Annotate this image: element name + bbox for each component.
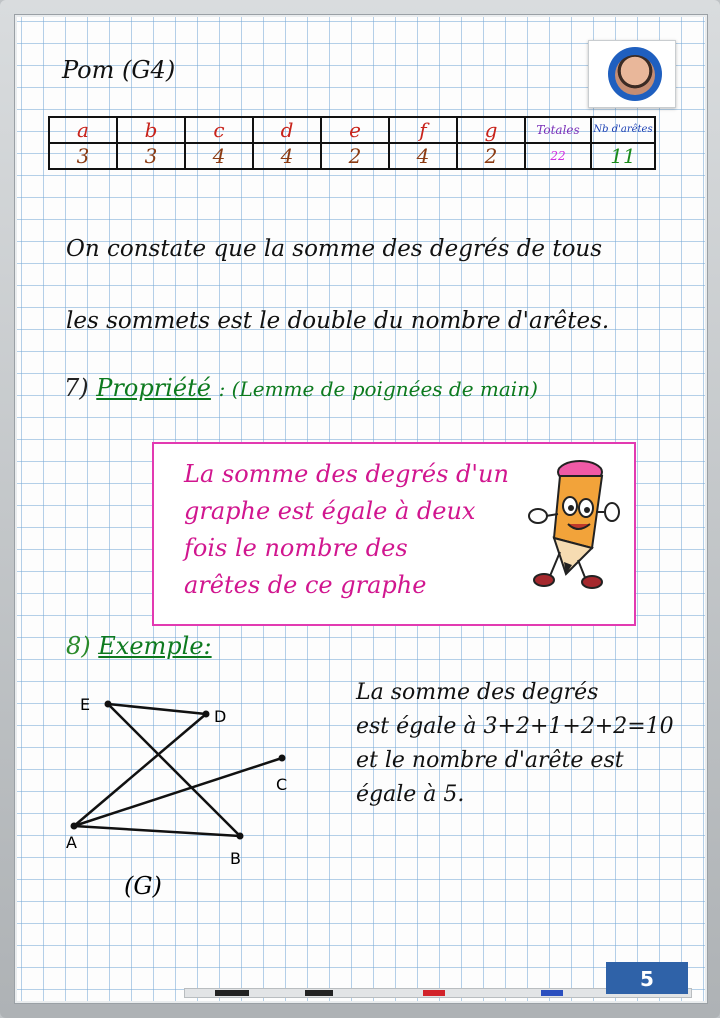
table-cell: f: [389, 117, 457, 143]
marker-black: [215, 990, 249, 996]
vertex-label: D: [214, 707, 227, 726]
example-heading: [66, 632, 212, 660]
table-cell: 2: [457, 143, 525, 169]
table-cell: Totales: [525, 117, 591, 143]
graph-diagram: [50, 690, 310, 920]
table-cell: e: [321, 117, 389, 143]
avatar: [615, 55, 655, 95]
marker-red: [423, 990, 445, 996]
vertex-label: A: [66, 833, 77, 852]
section-label: Propriété: [96, 374, 211, 402]
graph-vertex: [279, 755, 286, 762]
degree-table: [48, 116, 656, 170]
table-cell: 3: [49, 143, 117, 169]
explanation-line: La somme des degrés: [356, 680, 599, 705]
table-cell: a: [49, 117, 117, 143]
section-subtitle: : (Lemme de poignées de main): [218, 377, 538, 401]
graph-edge: [74, 826, 240, 836]
observation-line: les sommets est le double du nombre d'arêtes.: [66, 308, 610, 334]
theorem-line: arêtes de ce graphe: [184, 571, 427, 599]
table-cell: 22: [525, 143, 591, 169]
table-cell: d: [253, 117, 321, 143]
explanation-line: et le nombre d'arête est: [356, 748, 624, 773]
vertex-label: B: [230, 849, 241, 868]
explanation-line: est égale à 3+2+1+2+2=10: [356, 714, 674, 739]
vertex-label: E: [80, 695, 91, 714]
observation-line: On constate que la somme des degrés de tous: [66, 236, 603, 262]
graph-vertex: [105, 701, 112, 708]
page-number-badge: 5: [606, 962, 688, 994]
theorem-line: fois le nombre des: [184, 534, 408, 562]
graph-edge: [74, 714, 206, 826]
table-cell: 11: [591, 143, 655, 169]
marker-blue: [541, 990, 563, 996]
table-cell: 4: [253, 143, 321, 169]
marker-black: [305, 990, 333, 996]
theorem-text: [184, 456, 509, 604]
theorem-line: La somme des degrés d'un: [184, 460, 509, 488]
table-cell: c: [185, 117, 253, 143]
vertex-label: C: [276, 775, 288, 794]
section-number: 7): [64, 374, 89, 402]
section-label: Exemple:: [98, 632, 212, 660]
author-photo: [588, 40, 676, 108]
example-explanation: [356, 676, 674, 812]
pencil-mascot-icon: [520, 452, 620, 592]
graph-vertex: [203, 711, 210, 718]
table-cell: 4: [389, 143, 457, 169]
graph-name: (G): [124, 872, 162, 900]
table-cell: b: [117, 117, 185, 143]
property-heading: [64, 374, 538, 402]
explanation-line: égale à 5.: [356, 782, 465, 807]
graph-edge: [74, 758, 282, 826]
graph-vertex: [71, 823, 78, 830]
graph-vertex: [237, 833, 244, 840]
table-row: [49, 143, 655, 169]
graph-edge: [108, 704, 206, 714]
table-cell: Nb d'arêtes: [591, 117, 655, 143]
theorem-line: graphe est égale à deux: [184, 497, 476, 525]
table-cell: 3: [117, 143, 185, 169]
table-cell: g: [457, 117, 525, 143]
page-title: Pom (G4): [62, 56, 176, 84]
section-number: 8): [66, 632, 91, 660]
table-row: [49, 117, 655, 143]
table-cell: 4: [185, 143, 253, 169]
table-cell: 2: [321, 143, 389, 169]
